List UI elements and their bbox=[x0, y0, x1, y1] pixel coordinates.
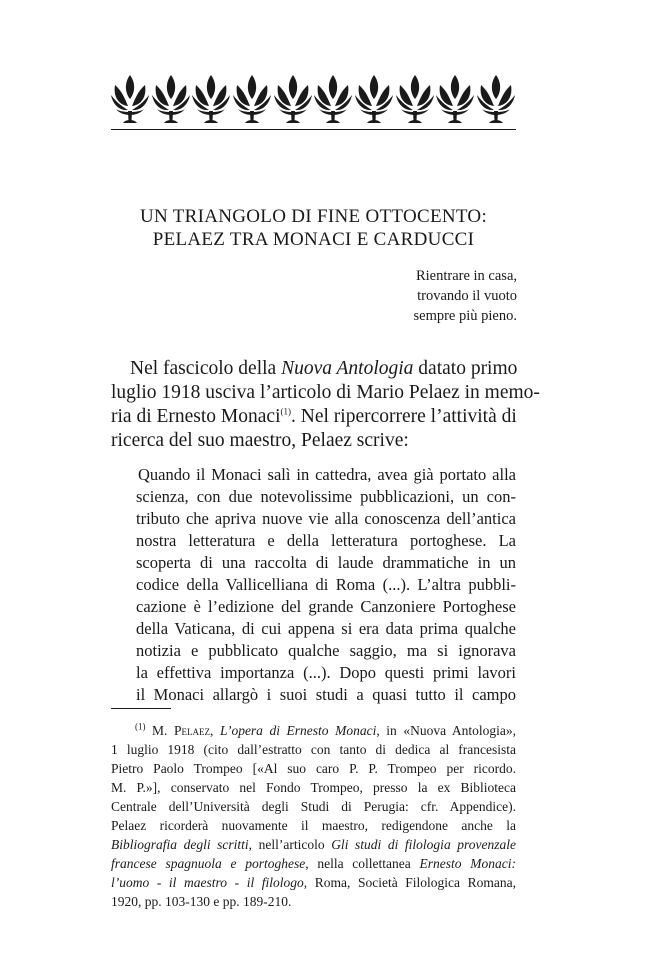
footnote-reference[interactable]: (1) bbox=[280, 406, 291, 417]
body-line: ricerca del suo maestro, Pelaez scrive: bbox=[111, 430, 409, 451]
footnote-line: Bibliografia degli scritti, nell’articolo Gli studi di filologia provenzale bbox=[111, 837, 517, 852]
header-rule bbox=[111, 129, 516, 130]
quote-line: scienza, con due notevolissime pubblicazioni, un con- bbox=[136, 487, 516, 506]
footnote-line: $^{(1)}$ M. Pelaez, L’opera di Ernesto Monaci, in «Nuova Antologia», bbox=[135, 721, 517, 738]
footnote-line: Pelaez ricorderà nuovamente il maestro, redigendone anche la bbox=[111, 818, 516, 833]
quote-line: della Vaticana, di cui appena si era data prima qualche bbox=[136, 619, 516, 638]
fleuron-icon bbox=[111, 73, 149, 125]
footnote-line: M. P.»], conservato nel Fondo Trompeo, presso la ex Biblioteca bbox=[111, 780, 516, 795]
quote-line: scoperta di una raccolta di laude drammatiche in un bbox=[136, 553, 516, 572]
ornament-row bbox=[111, 73, 515, 125]
footnote-line: l’uomo - il maestro - il filologo, Roma, Società Filologica Romana, bbox=[111, 875, 517, 890]
quote-line: tributo che apriva nuove vie alla conoscenza dell’antica bbox=[136, 509, 516, 528]
chapter-title-line-1: UN TRIANGOLO DI FINE OTTOCENTO: bbox=[139, 206, 488, 227]
fleuron-icon bbox=[436, 73, 474, 125]
epigraph bbox=[414, 266, 518, 326]
footnote-line: 1 luglio 1918 (cito dall’estratto con tanto di dedica al francesista bbox=[111, 742, 516, 757]
body-line: luglio 1918 usciva l’articolo di Mario Pelaez in memo- bbox=[111, 382, 540, 403]
body-line: Nel fascicolo della Nuova Antologia datato primo bbox=[130, 358, 518, 379]
quote-line: nostra letteratura e della letteratura portoghese. La bbox=[136, 531, 516, 550]
epigraph-line: trovando il vuoto bbox=[417, 288, 517, 304]
quote-line: la effettiva importanza (...). Dopo questi primi lavori bbox=[136, 663, 516, 682]
footnote-line: 1920, pp. 103-130 e pp. 189-210. bbox=[111, 894, 292, 909]
fleuron-icon bbox=[396, 73, 434, 125]
quote-line: codice della Vallicelliana di Roma (...). L’altra pubbli- bbox=[136, 575, 516, 594]
quote-line: Quando il Monaci salì in cattedra, avea già portato alla bbox=[138, 465, 516, 484]
footnote-separator bbox=[111, 708, 171, 709]
fleuron-icon bbox=[314, 73, 352, 125]
footnote-line: Centrale dell’Università degli Studi di Perugia: cfr. Appendice). bbox=[111, 799, 516, 814]
fleuron-icon bbox=[477, 73, 515, 125]
footnote-line: francese spagnuola e portoghese, nella collettanea Ernesto Monaci: bbox=[111, 856, 516, 871]
fleuron-icon bbox=[274, 73, 312, 125]
fleuron-icon bbox=[152, 73, 190, 125]
epigraph-line: sempre più pieno. bbox=[413, 308, 517, 324]
chapter-title-line-2: PELAEZ TRA MONACI E CARDUCCI bbox=[152, 229, 475, 250]
epigraph-line: Rientrare in casa, bbox=[415, 268, 517, 284]
fleuron-icon bbox=[233, 73, 271, 125]
quote-line: cazione è l’edizione del grande Canzoniere Portoghese bbox=[136, 597, 516, 616]
quote-line: il Monaci allargò i suoi studi a quasi tutto il campo bbox=[136, 685, 516, 704]
body-line: ria di Ernesto Monaci$^{(1)}$. Nel ripercorrere l’attività di bbox=[111, 406, 517, 427]
footnote-line: Pietro Paolo Trompeo [«Al suo caro P. P. Trompeo per ricordo. bbox=[111, 761, 516, 776]
fleuron-icon bbox=[192, 73, 230, 125]
fleuron-icon bbox=[355, 73, 393, 125]
quote-line: notizia e pubblicato qualche saggio, ma si ignorava bbox=[136, 641, 516, 660]
